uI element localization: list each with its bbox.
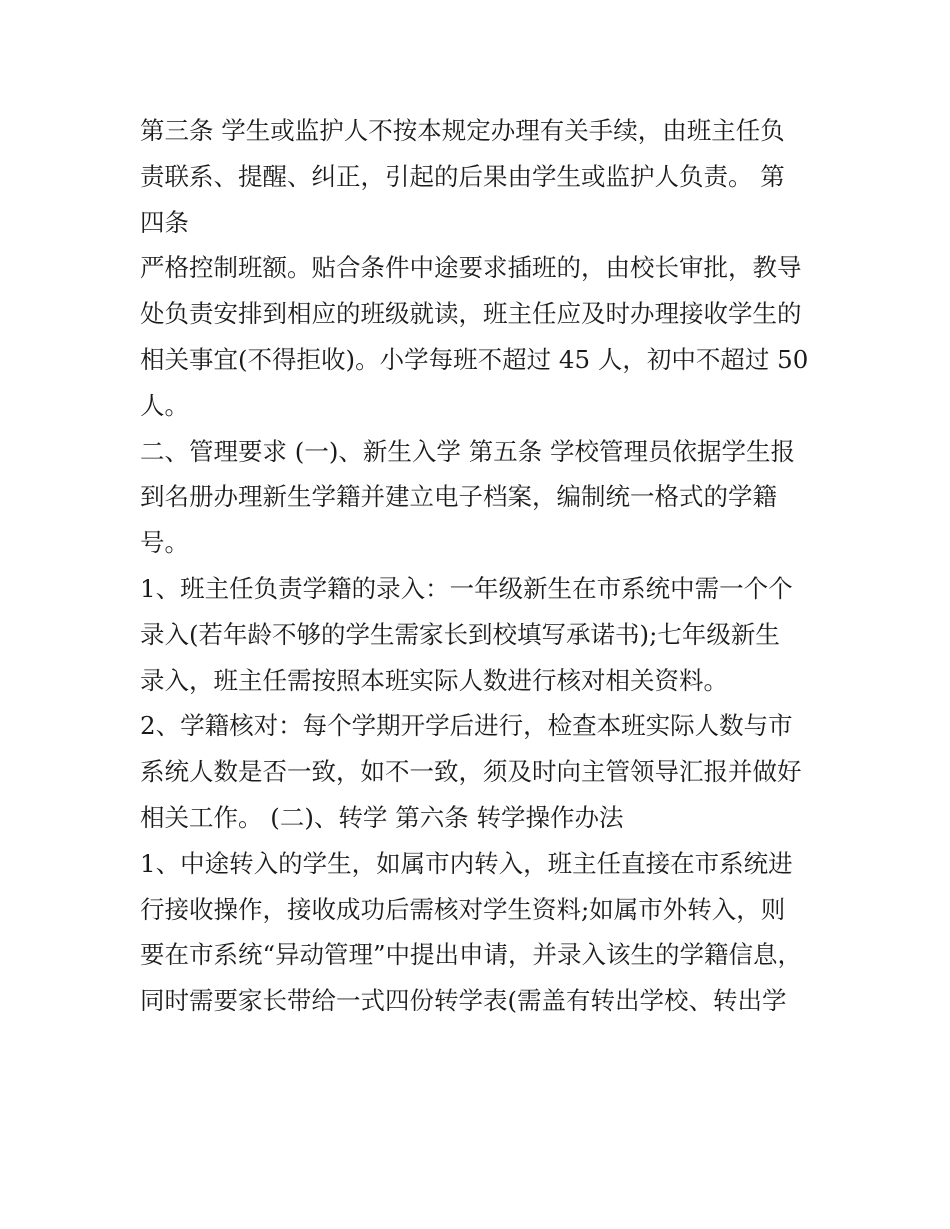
text-line: 行接收操作，接收成功后需核对学生资料;如属市外转入，则 [140, 894, 786, 924]
text-line: 录入(若年龄不够的学生需家长到校填写承诺书);七年级新生 [140, 619, 780, 649]
text-line: 录入，班主任需按照本班实际人数进行核对相关资料。 [140, 665, 728, 695]
text-line: 处负责安排到相应的班级就读，班主任应及时办理接收学生的 [140, 299, 802, 329]
text-line: 1、中途转入的学生，如属市内转入，班主任直接在市系统进 [140, 848, 793, 878]
text-line: 相关工作。 (二)、转学 第六条 转学操作办法 [140, 802, 624, 832]
text-line: 同时需要家长带给一式四份转学表(需盖有转出学校、转出学 [140, 986, 787, 1016]
text-line: 严格控制班额。贴合条件中途要求插班的，由校长审批，教导 [140, 253, 802, 283]
text-line: 二、管理要求 (一)、新生入学 第五条 学校管理员依据学生报 [140, 436, 795, 466]
text-line: 系统人数是否一致，如不一致，须及时向主管领导汇报并做好 [140, 757, 802, 787]
text-line: 1、班主任负责学籍的录入：一年级新生在市系统中需一个个 [140, 573, 793, 603]
text-line: 第三条 学生或监护人不按本规定办理有关手续，由班主任负 [140, 116, 785, 145]
text-line: 要在市系统“异动管理”中提出申请，并录入该生的学籍信息， [140, 940, 803, 970]
text-line: 号。 [140, 528, 189, 558]
text-line: 到名册办理新生学籍并建立电子档案，编制统一格式的学籍 [140, 482, 777, 512]
text-line: 相关事宜(不得拒收)。小学每班不超过 45 人，初中不超过 50 [140, 344, 809, 374]
text-line: 人。 [140, 390, 189, 420]
text-line: 2、学籍核对：每个学期开学后进行，检查本班实际人数与市 [140, 711, 793, 741]
text-line: 责联系、提醒、纠正，引起的后果由学生或监护人负责。 第 [140, 161, 785, 191]
document-body [140, 108, 820, 1024]
text-line: 四条 [140, 207, 189, 237]
